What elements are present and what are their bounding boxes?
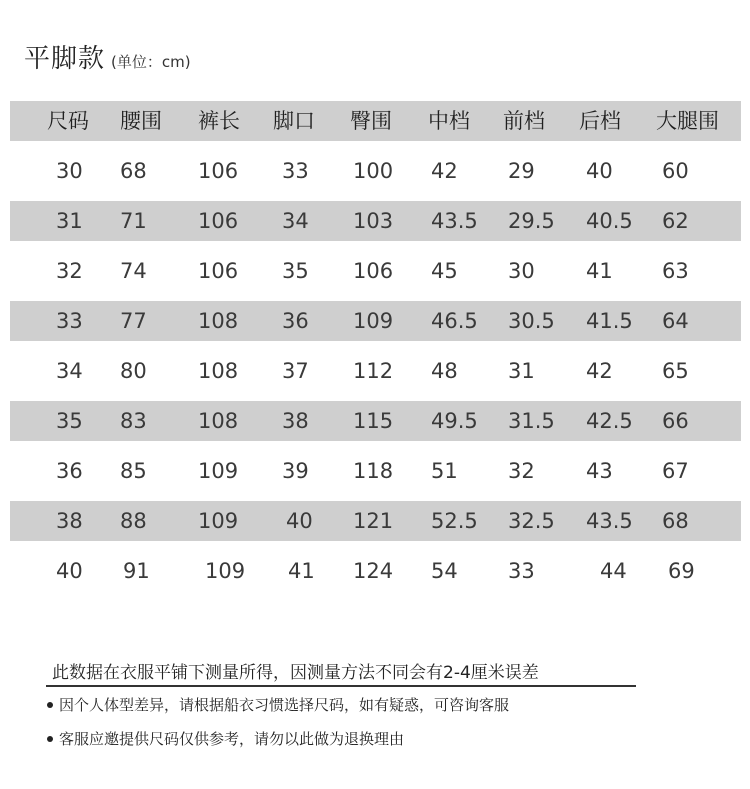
cell-mid-crotch: 45 [431, 259, 458, 283]
cell-front-rise: 29.5 [508, 209, 555, 233]
cell-mid-crotch: 52.5 [431, 509, 478, 533]
table-row [10, 301, 741, 341]
cell-size: 40 [56, 559, 83, 583]
cell-length: 109 [205, 559, 246, 583]
cell-back-rise: 42.5 [586, 409, 633, 433]
table-row [10, 401, 741, 441]
header-size: 尺码 [47, 109, 89, 133]
table-row [10, 201, 741, 241]
cell-hip: 106 [353, 259, 394, 283]
bullet-icon [47, 736, 53, 742]
cell-thigh: 60 [662, 159, 689, 183]
cell-hem: 34 [282, 209, 309, 233]
note-item-text: 因个人体型差异，请根据船衣习惯选择尺码，如有疑惑，可咨询客服 [59, 696, 510, 714]
cell-hip: 103 [353, 209, 394, 233]
cell-front-rise: 31 [508, 359, 535, 383]
cell-length: 106 [198, 209, 239, 233]
cell-thigh: 69 [668, 559, 695, 583]
cell-mid-crotch: 42 [431, 159, 458, 183]
header-hip: 臀围 [350, 109, 392, 133]
cell-hem: 39 [282, 459, 309, 483]
cell-thigh: 68 [662, 509, 689, 533]
cell-front-rise: 29 [508, 159, 535, 183]
cell-hip: 118 [353, 459, 394, 483]
cell-length: 109 [198, 509, 239, 533]
cell-front-rise: 32 [508, 459, 535, 483]
header-back-rise: 后档 [579, 109, 621, 133]
cell-front-rise: 32.5 [508, 509, 555, 533]
cell-thigh: 62 [662, 209, 689, 233]
cell-thigh: 63 [662, 259, 689, 283]
cell-hem: 41 [288, 559, 315, 583]
cell-waist: 80 [120, 359, 147, 383]
cell-size: 30 [56, 159, 83, 183]
cell-mid-crotch: 51 [431, 459, 458, 483]
table-row [10, 251, 741, 291]
table-row [10, 351, 741, 391]
title-unit: (单位：cm) [111, 53, 191, 71]
header-front-rise: 前档 [503, 109, 545, 133]
cell-mid-crotch: 46.5 [431, 309, 478, 333]
cell-hip: 109 [353, 309, 394, 333]
cell-size: 36 [56, 459, 83, 483]
cell-size: 31 [56, 209, 83, 233]
cell-waist: 68 [120, 159, 147, 183]
table-header [10, 101, 741, 141]
cell-hem: 36 [282, 309, 309, 333]
cell-length: 106 [198, 159, 239, 183]
cell-hem: 40 [286, 509, 313, 533]
measurement-note: 此数据在衣服平铺下测量所得，因测量方法不同会有2-4厘米误差 [52, 663, 539, 683]
cell-waist: 88 [120, 509, 147, 533]
cell-thigh: 66 [662, 409, 689, 433]
cell-front-rise: 33 [508, 559, 535, 583]
note-item-text: 客服应邀提供尺码仅供参考，请勿以此做为退换理由 [59, 730, 405, 748]
cell-hem: 35 [282, 259, 309, 283]
cell-mid-crotch: 54 [431, 559, 458, 583]
size-table [10, 101, 741, 601]
cell-back-rise: 40.5 [586, 209, 633, 233]
cell-size: 35 [56, 409, 83, 433]
cell-waist: 71 [120, 209, 147, 233]
cell-back-rise: 44 [600, 559, 627, 583]
note-divider [46, 685, 636, 687]
cell-waist: 74 [120, 259, 147, 283]
title-main: 平脚款 [24, 44, 106, 74]
cell-back-rise: 43.5 [586, 509, 633, 533]
cell-thigh: 64 [662, 309, 689, 333]
cell-hip: 124 [353, 559, 394, 583]
cell-back-rise: 43 [586, 459, 613, 483]
table-row [10, 451, 741, 491]
cell-front-rise: 30 [508, 259, 535, 283]
cell-waist: 83 [120, 409, 147, 433]
cell-hem: 37 [282, 359, 309, 383]
cell-waist: 77 [120, 309, 147, 333]
table-row [10, 151, 741, 191]
table-row [10, 551, 741, 591]
bullet-icon [47, 702, 53, 708]
note-item [47, 694, 509, 715]
cell-mid-crotch: 49.5 [431, 409, 478, 433]
cell-hip: 121 [353, 509, 394, 533]
cell-length: 108 [198, 409, 239, 433]
cell-length: 109 [198, 459, 239, 483]
cell-size: 38 [56, 509, 83, 533]
cell-hip: 100 [353, 159, 394, 183]
cell-back-rise: 42 [586, 359, 613, 383]
cell-size: 33 [56, 309, 83, 333]
cell-back-rise: 41 [586, 259, 613, 283]
cell-hip: 112 [353, 359, 394, 383]
cell-hem: 38 [282, 409, 309, 433]
cell-size: 32 [56, 259, 83, 283]
cell-mid-crotch: 48 [431, 359, 458, 383]
cell-hem: 33 [282, 159, 309, 183]
cell-waist: 91 [123, 559, 150, 583]
cell-hip: 115 [353, 409, 394, 433]
table-row [10, 501, 741, 541]
cell-size: 34 [56, 359, 83, 383]
cell-back-rise: 40 [586, 159, 613, 183]
note-item [47, 728, 404, 749]
header-mid-crotch: 中档 [428, 109, 470, 133]
cell-length: 108 [198, 359, 239, 383]
cell-length: 106 [198, 259, 239, 283]
header-waist: 腰围 [120, 109, 162, 133]
header-thigh: 大腿围 [656, 109, 719, 133]
cell-back-rise: 41.5 [586, 309, 633, 333]
cell-thigh: 65 [662, 359, 689, 383]
cell-front-rise: 31.5 [508, 409, 555, 433]
cell-mid-crotch: 43.5 [431, 209, 478, 233]
cell-front-rise: 30.5 [508, 309, 555, 333]
page-title [24, 38, 191, 75]
header-length: 裤长 [198, 109, 240, 133]
cell-waist: 85 [120, 459, 147, 483]
cell-length: 108 [198, 309, 239, 333]
header-hem: 脚口 [273, 109, 315, 133]
cell-thigh: 67 [662, 459, 689, 483]
